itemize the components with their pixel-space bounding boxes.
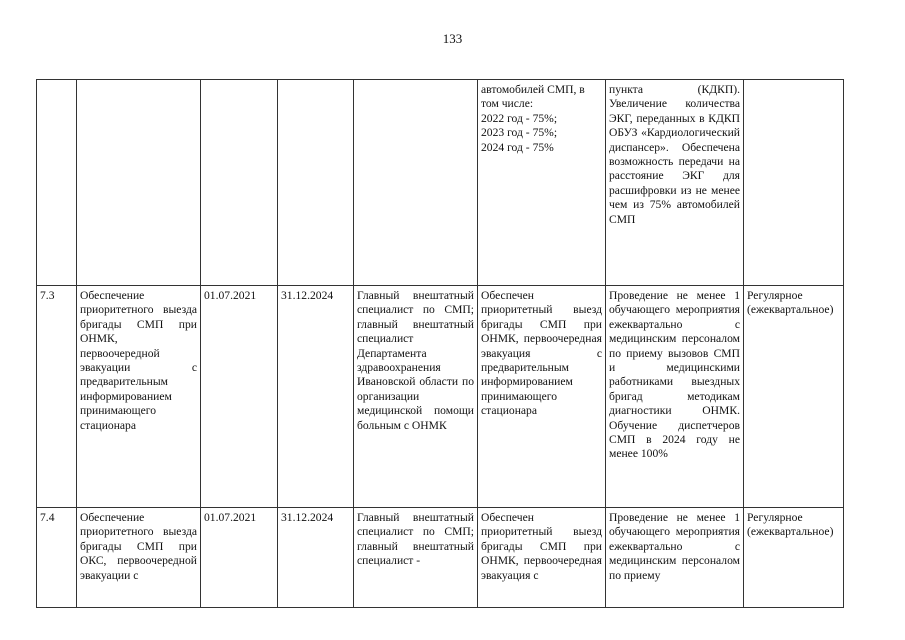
cell-result-text: Обеспечен приоритетный выезд бригады СМП при ОНМК, первоочередная эвакуация с [481, 511, 602, 582]
cell-indicators: Проведение не менее 1 обучающего мероприятия ежеквартально с медицинским персоналом по приему вызовов СМП и медицинскими работниками выездных бригад методикам диагностики ОНМК. Обучение диспетчеров СМП в 2024 году не менее 100% [606, 286, 744, 508]
cell-event [77, 508, 201, 608]
measures-table [36, 79, 844, 608]
cell-result: автомобилей СМП, в том числе: 2022 год - 75%; 2023 год - 75%; 2024 год - 75% [478, 80, 606, 286]
cell-start-date [201, 80, 278, 286]
cell-result [478, 508, 606, 608]
cell-number [37, 80, 77, 286]
cell-result: Обеспечен приоритетный выезд бригады СМП при ОНМК, первоочередная эвакуация с предварительным информированием принимающего стационара [478, 286, 606, 508]
cell-frequency [744, 80, 844, 286]
cell-start-date [201, 508, 278, 608]
cell-event: Обеспечение приоритетного выезда бригады СМП при ОНМК, первоочередной эвакуации с предварительным информированием принимающего стационара [77, 286, 201, 508]
table-row [37, 286, 844, 508]
cell-number [37, 508, 77, 608]
cell-frequency-text: Регулярное (ежеквартальное) [747, 511, 834, 539]
cell-event-text: Обеспечение приоритетного выезда бригады СМП при ОКС, первоочередной эвакуации с [80, 511, 197, 582]
cell-event [77, 80, 201, 286]
cell-number-text: 7.4 [40, 511, 55, 524]
cell-indicators: пункта (КДКП). Увеличение количества ЭКГ, переданных в КДКП ОБУЗ «Кардиологический диспансер». Обеспечена возможность передачи на расстояние ЭКГ для расшифровки из не менее чем из 75% автомобилей СМП [606, 80, 744, 286]
cell-end-date [278, 508, 354, 608]
table-row [37, 80, 844, 286]
table-row [37, 508, 844, 608]
cell-responsible: Главный внештатный специалист по СМП; главный внештатный специалист Департамента здравоохранения Ивановской области по организации медицинской помощи больным с ОНМК [354, 286, 478, 508]
cell-start-date: 01.07.2021 [201, 286, 278, 508]
cell-start-date-text: 01.07.2021 [204, 511, 257, 524]
cell-frequency [744, 508, 844, 608]
cell-end-date-text: 31.12.2024 [281, 511, 334, 524]
cell-end-date [278, 80, 354, 286]
cell-responsible [354, 80, 478, 286]
cell-indicators [606, 508, 744, 608]
cell-frequency: Регулярное (ежеквартальное) [744, 286, 844, 508]
cell-end-date: 31.12.2024 [278, 286, 354, 508]
cell-responsible [354, 508, 478, 608]
page-number: 133 [442, 31, 463, 46]
cell-responsible-text: Главный внештатный специалист по СМП; главный внештатный специалист - [357, 511, 474, 568]
cell-indicators-text: Проведение не менее 1 обучающего мероприятия ежеквартально с медицинским персоналом по приему [609, 511, 740, 582]
cell-number: 7.3 [37, 286, 77, 508]
